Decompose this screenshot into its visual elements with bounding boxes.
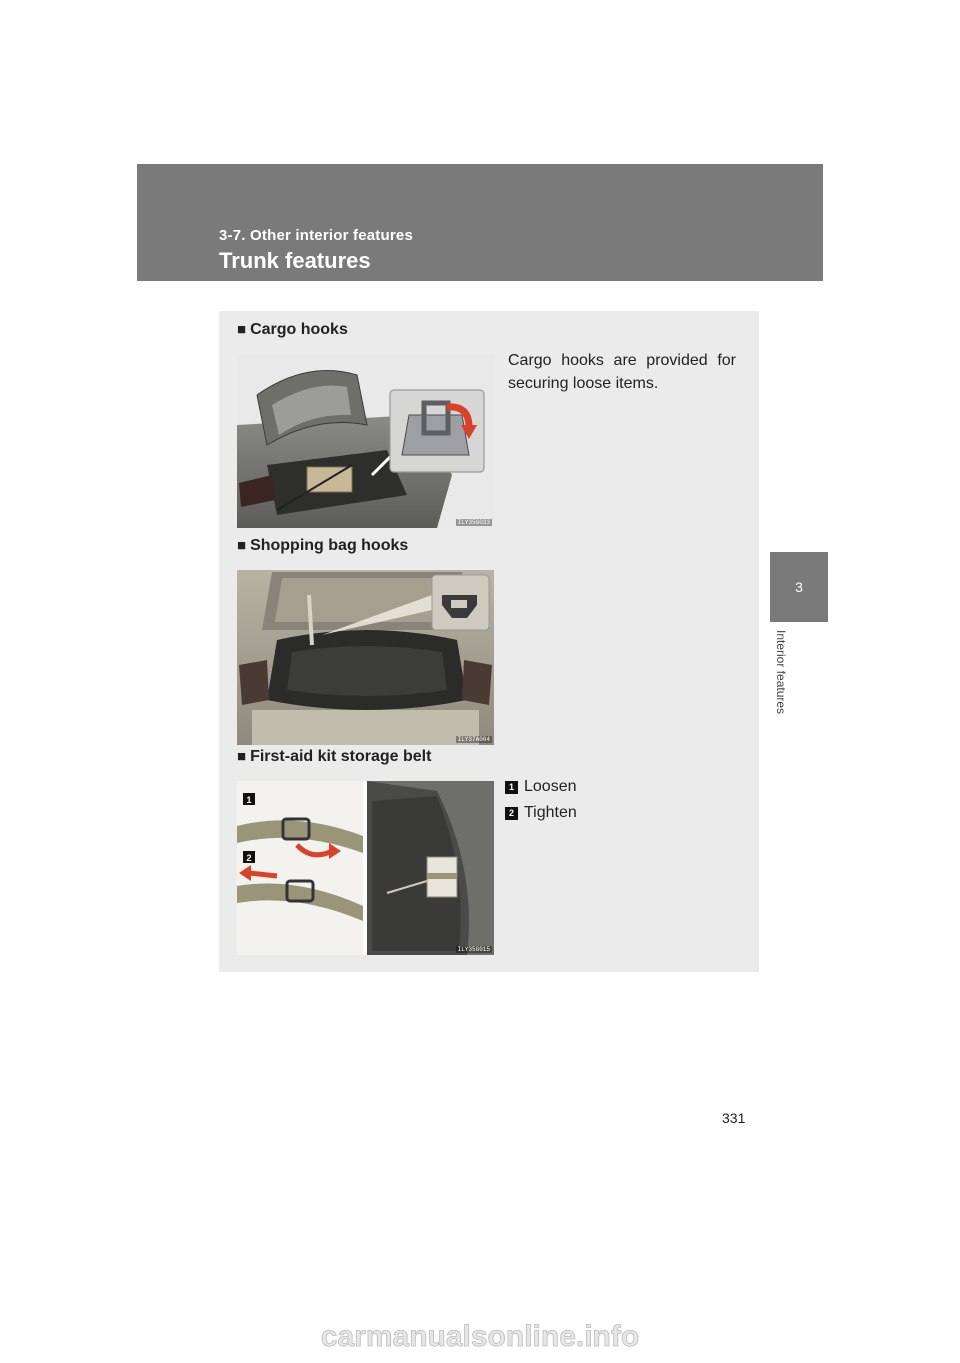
step-loosen	[505, 778, 577, 796]
step-number-badge: 2	[505, 807, 518, 820]
heading-first-aid-kit-belt	[237, 748, 431, 766]
svg-text:1: 1	[246, 795, 252, 805]
cargo-hooks-description: Cargo hooks are provided for securing loose items.	[508, 352, 736, 392]
first-aid-belt-figure	[237, 781, 494, 955]
heading-marker: ■	[237, 321, 247, 338]
heading-shopping-bag-hooks	[237, 537, 408, 555]
section-label: 3-7. Other interior features	[219, 227, 413, 244]
figure-code: ILY35G015	[457, 946, 490, 953]
chapter-tab[interactable]	[770, 552, 828, 622]
heading-marker: ■	[237, 537, 247, 554]
step-label: Tighten	[524, 804, 577, 821]
chapter-label: Interior features	[774, 630, 788, 715]
step-number-badge: 1	[505, 781, 518, 794]
header-band	[137, 164, 823, 281]
page-title: Trunk features	[219, 248, 371, 273]
heading-text: First-aid kit storage belt	[250, 748, 432, 765]
step-label: Loosen	[524, 778, 577, 795]
page-number: 331	[722, 1110, 746, 1126]
shopping-bag-hooks-figure	[237, 570, 494, 745]
heading-cargo-hooks	[237, 321, 348, 339]
watermark	[0, 1312, 960, 1358]
chapter-number: 3	[795, 579, 803, 595]
figure-code: ILY37A004	[457, 736, 490, 743]
cargo-hooks-figure	[237, 355, 494, 528]
figure-code: ILY35G033	[457, 519, 490, 526]
heading-text: Cargo hooks	[250, 321, 348, 338]
step-tighten	[505, 804, 577, 822]
heading-marker: ■	[237, 748, 247, 765]
svg-text:2: 2	[246, 853, 252, 863]
content-panel	[219, 311, 759, 972]
heading-text: Shopping bag hooks	[250, 537, 409, 554]
watermark-text: carmanualsonline.info	[320, 1320, 640, 1353]
